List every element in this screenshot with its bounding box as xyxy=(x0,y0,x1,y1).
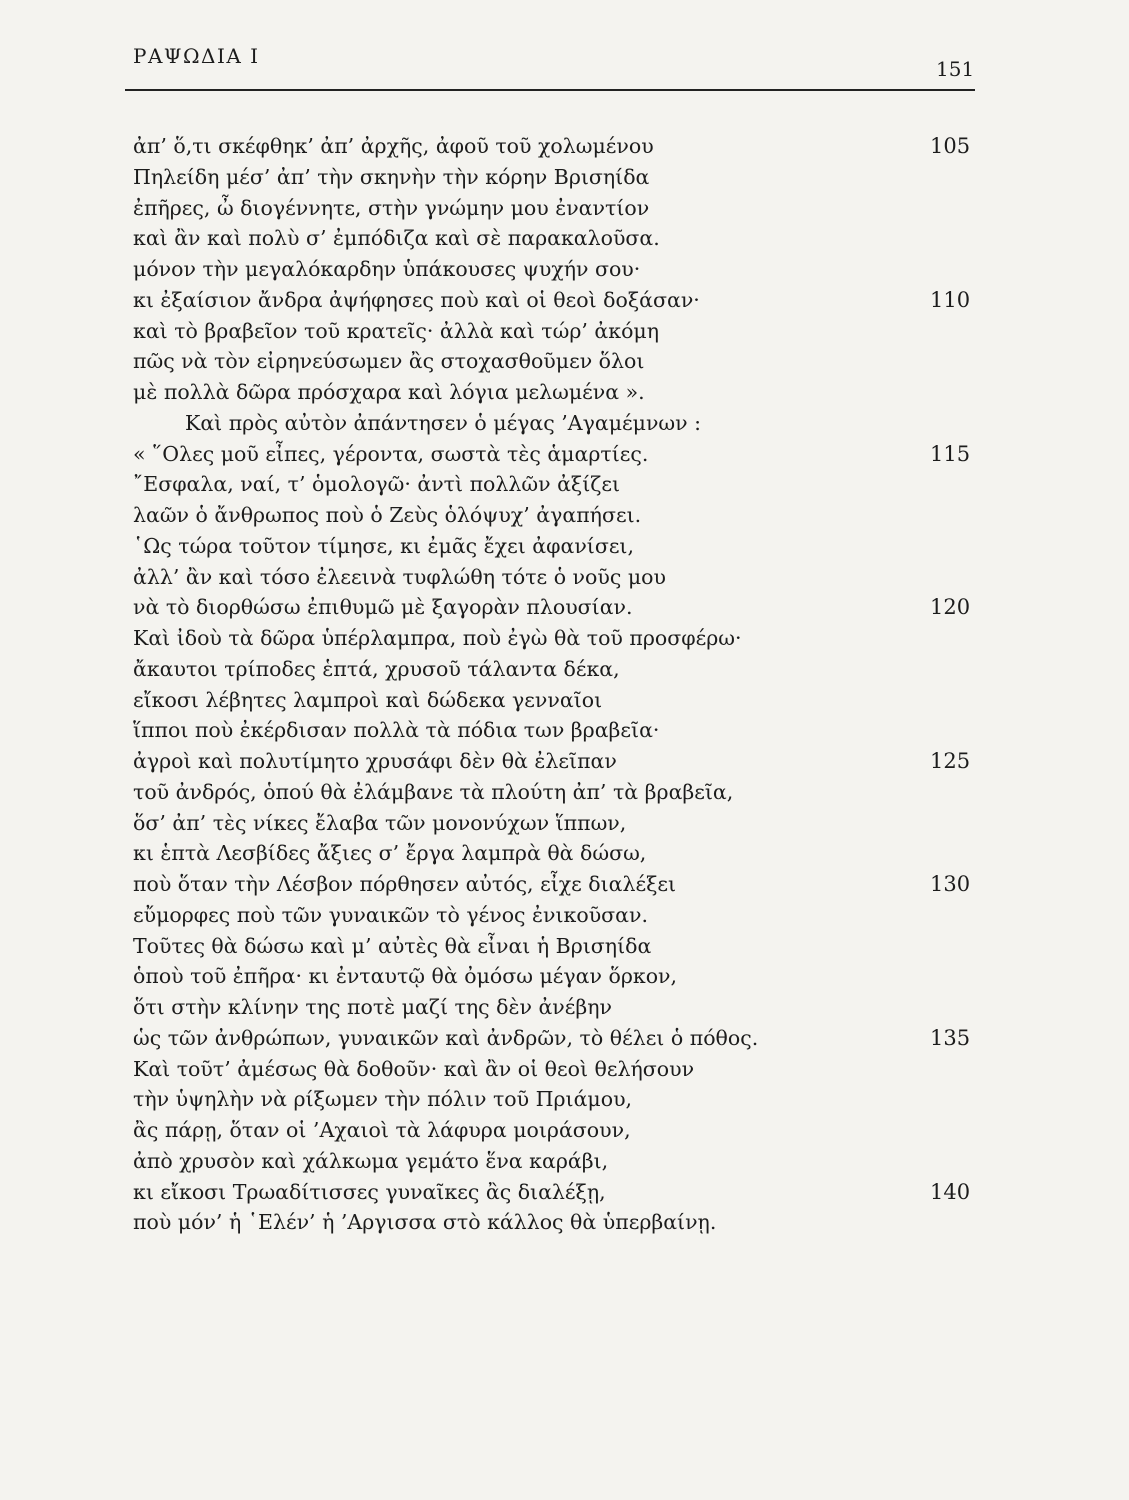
verse-text: ὅσ’ ἀπ’ τὲς νίκες ἔλαβα τῶν μονονύχων ἵππων, xyxy=(133,810,627,835)
verse-text: μόνον τὴν μεγαλόκαρδην ὑπάκουσες ψυχήν σου· xyxy=(133,257,641,281)
verse-text: ὁποὺ τοῦ ἐπῆρα· κι ἐνταυτῷ θὰ ὀμόσω μέγαν ὅρκον, xyxy=(133,964,678,989)
verse-line xyxy=(133,808,993,839)
verse-text: Τοῦτες θὰ δώσω καὶ μ’ αὐτὲς θὰ εἶναι ἡ Βρισηίδα xyxy=(133,933,652,958)
verse-text: ἐπῆρες, ὦ διογέννητε, στὴν γνώμην μου ἐναντίον xyxy=(133,195,650,220)
verse-line xyxy=(133,715,993,746)
verse-line xyxy=(133,531,993,562)
verse-text: ἀγροὶ καὶ πολυτίμητο χρυσάφι δὲν θὰ ἐλεῖπαν xyxy=(133,749,617,773)
verse-text: Καὶ πρὸς αὐτὸν ἀπάντησεν ὁ μέγας ’Αγαμέμνων : xyxy=(185,410,702,435)
verse-text: « ῞Ολες μοῦ εἶπες, γέροντα, σωστὰ τὲς ἁμαρτίες. xyxy=(133,441,649,466)
verse-line xyxy=(133,562,993,593)
verse-text: ἂς πάρῃ, ὅταν οἱ ’Αχαιοὶ τὰ λάφυρα μοιράσουν, xyxy=(133,1118,631,1142)
verse-line xyxy=(133,900,993,931)
verse-line xyxy=(133,685,993,716)
running-title: ΡΑΨΩΔΙΑ Ι xyxy=(133,44,260,68)
verse-line xyxy=(133,193,993,224)
verse-text: καὶ ἂν καὶ πολὺ σ’ ἐμπόδιζα καὶ σὲ παρακαλοῦσα. xyxy=(133,226,660,251)
verse-line xyxy=(133,746,993,777)
verse-text: κι ἐξαίσιον ἄνδρα ἀψήφησες ποὺ καὶ οἱ θεοὶ δοξάσαν· xyxy=(133,287,700,312)
verse-line xyxy=(133,1177,993,1208)
verse-line xyxy=(133,1054,993,1085)
verse-line xyxy=(133,1207,993,1238)
verse-block xyxy=(133,131,993,1238)
line-number: 105 xyxy=(930,134,971,158)
verse-line xyxy=(133,1115,993,1146)
line-number: 120 xyxy=(930,595,971,620)
verse-line xyxy=(133,1084,993,1115)
verse-text: Πηλείδη μέσ’ ἀπ’ τὴν σκηνὴν τὴν κόρην Βρισηίδα xyxy=(133,164,650,189)
verse-text: τὴν ὑψηλὴν νὰ ρίξωμεν τὴν πόλιν τοῦ Πριάμου, xyxy=(133,1087,633,1112)
verse-line xyxy=(133,869,993,900)
verse-text: καὶ τὸ βραβεῖον τοῦ κρατεῖς· ἀλλὰ καὶ τώρ’ ἀκόμη xyxy=(133,318,660,343)
verse-line xyxy=(133,439,993,470)
line-number: 130 xyxy=(930,872,971,896)
verse-line xyxy=(133,777,993,808)
verse-line xyxy=(133,931,993,962)
verse-text: νὰ τὸ διορθώσω ἐπιθυμῶ μὲ ξαγορὰν πλουσίαν. xyxy=(133,595,633,620)
line-number: 140 xyxy=(930,1179,971,1204)
line-number: 135 xyxy=(930,1025,971,1050)
verse-text: ποὺ ὅταν τὴν Λέσβον πόρθησεν αὐτός, εἶχε διαλέξει xyxy=(133,872,677,896)
verse-text: εὔμορφες ποὺ τῶν γυναικῶν τὸ γένος ἐνικοῦσαν. xyxy=(133,902,648,927)
verse-text: κι ἑπτὰ Λεσβίδες ἄξιες σ’ ἔργα λαμπρὰ θὰ δώσω, xyxy=(133,841,647,866)
page-number: 151 xyxy=(936,57,975,81)
verse-line xyxy=(133,838,993,869)
verse-text: ἀπὸ χρυσὸν καὶ χάλκωμα γεμάτο ἕνα καράβι, xyxy=(133,1148,609,1173)
verse-text: Καὶ τοῦτ’ ἀμέσως θὰ δοθοῦν· καὶ ἂν οἱ θεοὶ θελήσουν xyxy=(133,1056,695,1081)
verse-line xyxy=(133,408,993,439)
verse-text: λαῶν ὁ ἄνθρωπος ποὺ ὁ Ζεὺς ὁλόψυχ’ ἀγαπήσει. xyxy=(133,503,642,527)
verse-line xyxy=(133,992,993,1023)
verse-line xyxy=(133,623,993,654)
verse-text: ὅτι στὴν κλίνην της ποτὲ μαζί της δὲν ἀνέβην xyxy=(133,995,612,1019)
verse-line xyxy=(133,254,993,285)
verse-text: ῾Ως τώρα τοῦτον τίμησε, κι ἐμᾶς ἔχει ἀφανίσει, xyxy=(133,533,634,558)
verse-line xyxy=(133,592,993,623)
verse-line xyxy=(133,316,993,347)
verse-line xyxy=(133,1023,993,1054)
verse-line xyxy=(133,223,993,254)
verse-text: ἄκαυτοι τρίποδες ἑπτά, χρυσοῦ τάλαντα δέκα, xyxy=(133,656,620,681)
verse-text: ποὺ μόν’ ἡ ῾Ελέν’ ἡ ’Αργισσα στὸ κάλλος θὰ ὑπερβαίνῃ. xyxy=(133,1210,717,1235)
verse-text: Καὶ ἰδοὺ τὰ δῶρα ὑπέρλαμπρα, ποὺ ἐγὼ θὰ τοῦ προσφέρω· xyxy=(133,626,742,650)
verse-line xyxy=(133,469,993,500)
verse-line xyxy=(133,1146,993,1177)
verse-line xyxy=(133,377,993,408)
header-rule xyxy=(125,89,975,91)
verse-text: μὲ πολλὰ δῶρα πρόσχαρα καὶ λόγια μελωμένα ». xyxy=(133,380,645,404)
verse-text: ῎Εσφαλα, ναί, τ’ ὁμολογῶ· ἀντὶ πολλῶν ἀξίζει xyxy=(133,472,621,497)
line-number: 115 xyxy=(930,441,971,466)
verse-text: ἀπ’ ὅ,τι σκέφθηκ’ ἀπ’ ἀρχῆς, ἀφοῦ τοῦ χολωμένου xyxy=(133,134,654,158)
verse-text: τοῦ ἀνδρός, ὁπού θὰ ἐλάμβανε τὰ πλούτη ἀπ’ τὰ βραβεῖα, xyxy=(133,779,734,804)
line-number: 110 xyxy=(930,287,971,312)
verse-line xyxy=(133,285,993,316)
verse-text: ὡς τῶν ἀνθρώπων, γυναικῶν καὶ ἀνδρῶν, τὸ θέλει ὁ πόθος. xyxy=(133,1025,759,1050)
verse-text: εἴκοσι λέβητες λαμπροὶ καὶ δώδεκα γενναῖοι xyxy=(133,687,603,712)
verse-line xyxy=(133,346,993,377)
verse-line xyxy=(133,500,993,531)
verse-text: πῶς νὰ τὸν εἰρηνεύσωμεν ἂς στοχασθοῦμεν ὅλοι xyxy=(133,349,645,374)
verse-line xyxy=(133,654,993,685)
verse-line xyxy=(133,961,993,992)
verse-line xyxy=(133,131,993,162)
verse-text: ἀλλ’ ἂν καὶ τόσο ἐλεεινὰ τυφλώθη τότε ὁ νοῦς μου xyxy=(133,564,666,589)
line-number: 125 xyxy=(930,749,971,773)
verse-line xyxy=(133,162,993,193)
verse-text: ἵπποι ποὺ ἐκέρδισαν πολλὰ τὰ πόδια των βραβεῖα· xyxy=(133,718,660,743)
verse-text: κι εἴκοσι Τρωαδίτισσες γυναῖκες ἂς διαλέξῃ, xyxy=(133,1179,606,1204)
